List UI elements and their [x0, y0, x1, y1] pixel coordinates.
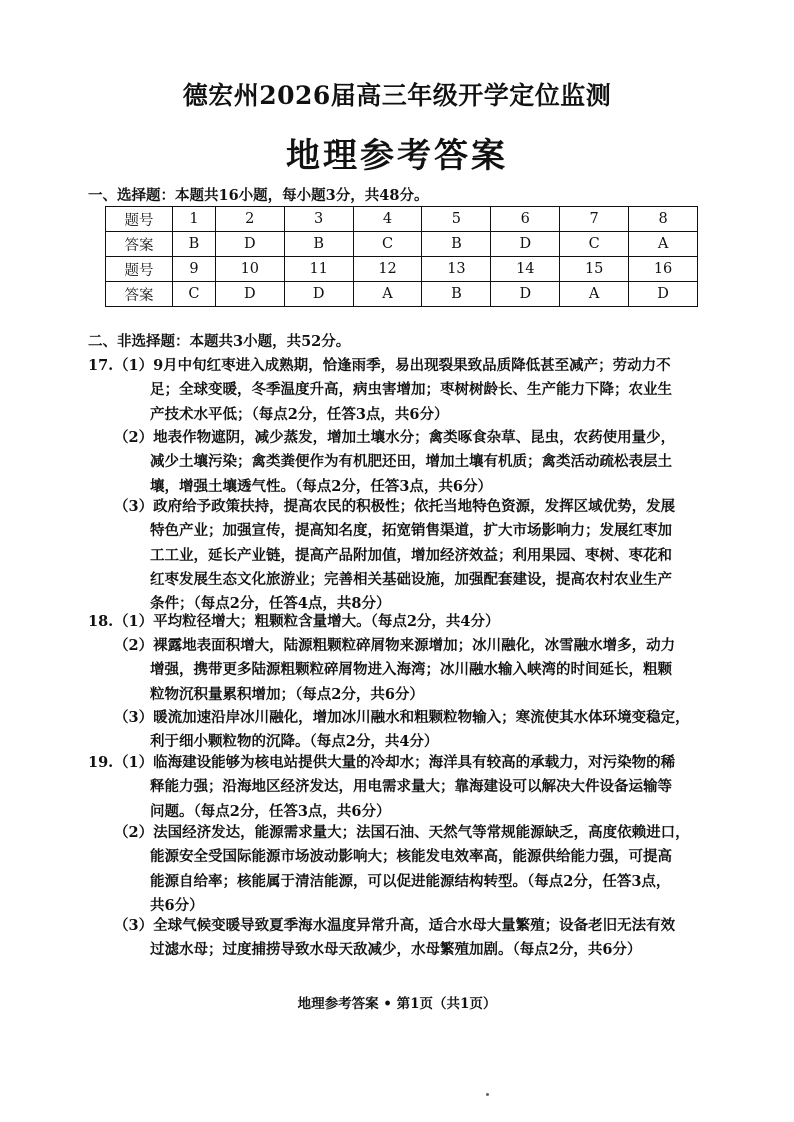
answer-line: （2）地表作物遮阴，减少蒸发，增加土壤水分；禽类啄食杂草、昆虫，农药使用量少，	[114, 429, 676, 446]
table-cell: C	[353, 232, 422, 257]
answer-line: 产技术水平低；（每点2分，任答3点，共6分）	[150, 405, 449, 423]
row-label-answer: 答案	[106, 282, 173, 307]
document-subtitle: 地理参考答案	[286, 136, 508, 176]
section1-heading: 一、选择题：本题共16小题，每小题3分，共48分。	[88, 187, 429, 204]
table-cell: 7	[560, 207, 629, 232]
table-cell: B	[173, 232, 216, 257]
answer-line: 特色产业；加强宣传，提高知名度，拓宽销售渠道，扩大市场影响力；发展红枣加	[150, 522, 672, 540]
table-cell: 8	[629, 207, 698, 232]
table-row	[106, 232, 698, 257]
answer-line: （3）暖流加速沿岸冰川融化，增加冰川融水和粗颗粒物输入；寒流使其水体环境变稳定，	[114, 709, 690, 726]
answer-table	[105, 206, 698, 307]
answer-line: 共6分）	[150, 896, 204, 914]
table-cell: 6	[491, 207, 560, 232]
answer-line: （1）9月中旬红枣进入成熟期，恰逢雨季，易出现裂果致品质降低甚至减产；劳动力不	[114, 357, 671, 374]
scan-speck	[486, 1093, 489, 1096]
table-cell: D	[215, 232, 284, 257]
question-number: 19.	[88, 754, 114, 771]
row-label-number: 题号	[106, 207, 173, 232]
section2-heading: 二、非选择题：本题共3小题，共52分。	[88, 333, 351, 350]
table-cell: C	[560, 232, 629, 257]
answer-line: 释能力强；沿海地区经济发达，用电需求量大；靠海建设可以解决大件设备运输等	[150, 778, 672, 796]
answer-line: （2）裸露地表面积增大，陆源粗颗粒碎屑物来源增加；冰川融化，冰雪融水增多，动力	[114, 637, 676, 654]
table-row	[106, 257, 698, 282]
document-title: 德宏州2026届高三年级开学定位监测	[182, 81, 612, 110]
answer-line: 红枣发展生态文化旅游业；完善相关基础设施，加强配套建设，提高农村农业生产	[150, 570, 672, 588]
answer-line: 足；全球变暖，冬季温度升高，病虫害增加；枣树树龄长、生产能力下降；农业生	[150, 381, 672, 399]
page-footer: 地理参考答案 • 第1页（共1页）	[297, 996, 497, 1012]
table-cell: 13	[422, 257, 491, 282]
question-number: 17.	[88, 357, 114, 374]
table-cell: A	[629, 232, 698, 257]
answer-line: （3）全球气候变暖导致夏季海水温度异常升高，适合水母大量繁殖；设备老旧无法有效	[114, 917, 676, 934]
answer-line: 能源自给率；核能属于清洁能源，可以促进能源结构转型。（每点2分，任答3点，	[150, 872, 671, 890]
answer-line: （2）法国经济发达，能源需求量大；法国石油、天然气等常规能源缺乏，高度依赖进口，	[114, 824, 690, 841]
table-cell: 3	[284, 207, 353, 232]
table-cell: A	[560, 282, 629, 307]
answer-line: 问题。（每点2分，任答3点，共6分）	[150, 802, 391, 820]
table-row	[106, 207, 698, 232]
table-cell: 12	[353, 257, 422, 282]
table-cell: 1	[173, 207, 216, 232]
answer-line: 条件；（每点2分，任答4点，共8分）	[150, 595, 391, 613]
question-19-part-1	[114, 751, 675, 824]
table-cell: 5	[422, 207, 491, 232]
table-cell: B	[284, 232, 353, 257]
answer-line: 减少土壤污染；禽类粪便作为有机肥还田，增加土壤有机质；禽类活动疏松表层土	[150, 453, 672, 471]
row-label-number: 题号	[106, 257, 173, 282]
table-cell: D	[629, 282, 698, 307]
row-label-answer: 答案	[106, 232, 173, 257]
table-cell: 10	[215, 257, 284, 282]
table-cell: 11	[284, 257, 353, 282]
table-cell: 16	[629, 257, 698, 282]
answer-line: 利于细小颗粒物的沉降。（每点2分，共4分）	[150, 733, 439, 751]
answer-line: 壤，增强土壤透气性。（每点2分，任答3点，共6分）	[150, 477, 493, 495]
question-18-part-1	[114, 610, 500, 634]
question-17-number	[88, 354, 113, 378]
answer-line: （3）政府给予政策扶持，提高农民的积极性；依托当地特色资源，发挥区域优势，发展	[114, 498, 676, 515]
table-cell: C	[173, 282, 216, 307]
table-cell: D	[491, 232, 560, 257]
answer-line: 能源安全受国际能源市场波动影响大；核能发电效率高，能源供给能力强，可提高	[150, 848, 672, 866]
question-19-number	[88, 751, 113, 775]
answer-line: （1）平均粒径增大；粗颗粒含量增大。（每点2分，共4分）	[114, 613, 500, 630]
question-17-part-2	[114, 426, 675, 499]
table-cell: D	[215, 282, 284, 307]
question-18-part-3	[114, 706, 690, 755]
answer-line: （1）临海建设能够为核电站提供大量的冷却水；海洋具有较高的承载力，对污染物的稀	[114, 754, 676, 771]
table-row	[106, 282, 698, 307]
question-19-part-3	[114, 914, 675, 963]
table-cell: A	[353, 282, 422, 307]
question-19-part-2	[114, 821, 690, 918]
answer-line: 过滤水母；过度捕捞导致水母天敌减少，水母繁殖加剧。（每点2分，共6分）	[150, 941, 642, 959]
question-18-part-2	[114, 634, 675, 707]
answer-line: 增强，携带更多陆源粗颗粒碎屑物进入海湾；冰川融水输入峡湾的时间延长，粗颗	[150, 661, 672, 679]
table-cell: B	[422, 282, 491, 307]
answer-line: 工工业，延长产业链，提高产品附加值，增加经济效益；利用果园、枣树、枣花和	[150, 546, 672, 564]
table-cell: 4	[353, 207, 422, 232]
table-cell: D	[284, 282, 353, 307]
table-cell: 9	[173, 257, 216, 282]
table-cell: 2	[215, 207, 284, 232]
question-18-number	[88, 610, 113, 634]
question-17-part-1	[114, 354, 672, 427]
table-cell: B	[422, 232, 491, 257]
table-cell: 15	[560, 257, 629, 282]
table-cell: D	[491, 282, 560, 307]
question-number: 18.	[88, 613, 114, 630]
question-17-part-3	[114, 495, 675, 616]
answer-line: 粒物沉积量累积增加；（每点2分，共6分）	[150, 685, 424, 703]
table-cell: 14	[491, 257, 560, 282]
